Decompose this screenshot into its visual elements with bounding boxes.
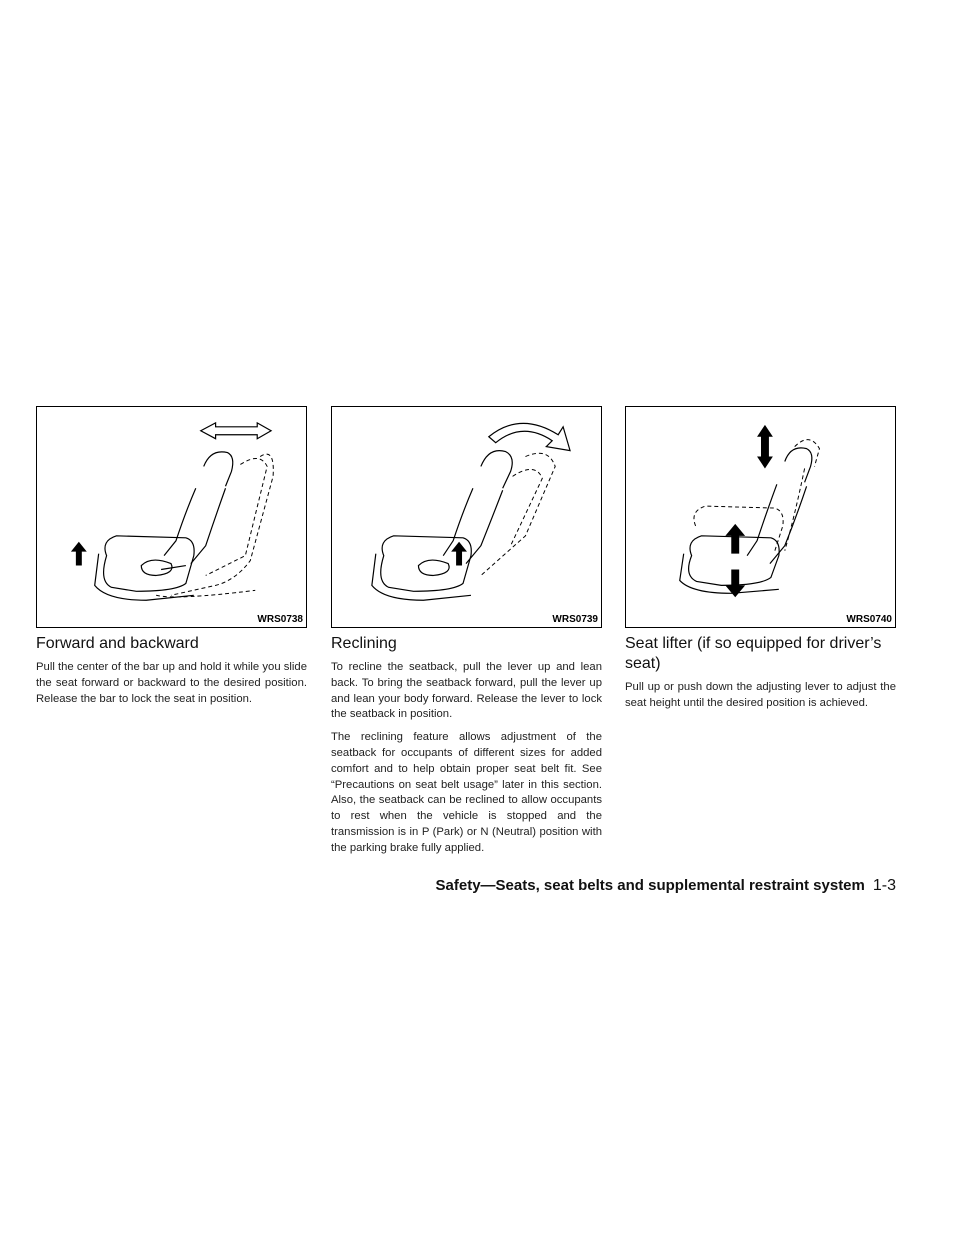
figure-reclining xyxy=(331,406,602,628)
figure-seat-lifter xyxy=(625,406,896,628)
curved-arrow-icon xyxy=(489,423,570,450)
page-number: 1-3 xyxy=(872,877,896,894)
seat-icon xyxy=(372,451,512,601)
up-arrow-icon xyxy=(451,542,467,566)
seat-icon xyxy=(37,407,306,627)
figure-forward-backward xyxy=(36,406,307,628)
seat-icon xyxy=(680,448,812,593)
section-heading: Seat lifter (if so equipped for driver’s seat) xyxy=(625,635,882,672)
section-heading: Forward and backward xyxy=(36,635,199,652)
section-paragraph: The reclining feature allows adjustment of the seatback for occupants of different sizes for added comfort and to help obtain proper seat belt fit. See “Precautions on seat belt usage” later in this section. Also, the seatback can be reclined to allow occupants to rest when the vehicle is stopped and the transmission is in P (Park) or N (Neutral) position with the parking brake fully applied. xyxy=(331,731,602,854)
figure-code: WRS0740 xyxy=(846,614,892,625)
section-paragraph: Pull the center of the bar up and hold it while you slide the seat forward or backward to the desired position. Release the bar to lock the seat in position. xyxy=(36,661,307,705)
double-arrow-icon xyxy=(201,423,271,439)
section-paragraph: To recline the seatback, pull the lever up and lean back. To bring the seatback forward, pull the lever up and lean your body forward. Release the lever to lock the seatback in position. xyxy=(331,661,602,721)
up-arrow-icon xyxy=(71,542,87,566)
section-heading: Reclining xyxy=(331,635,397,652)
section-seat-lifter xyxy=(625,634,896,719)
section-paragraph: Pull up or push down the adjusting lever to adjust the seat height until the desired position is achieved. xyxy=(625,681,896,709)
vertical-double-arrow-icon xyxy=(757,425,773,469)
section-reclining xyxy=(331,634,602,864)
section-forward-backward xyxy=(36,634,307,714)
page-footer xyxy=(436,877,896,895)
figure-code: WRS0738 xyxy=(257,614,303,625)
footer-title: Safety—Seats, seat belts and supplemental restraint system xyxy=(435,877,865,894)
up-arrow-icon xyxy=(725,524,745,554)
figure-code: WRS0739 xyxy=(552,614,598,625)
